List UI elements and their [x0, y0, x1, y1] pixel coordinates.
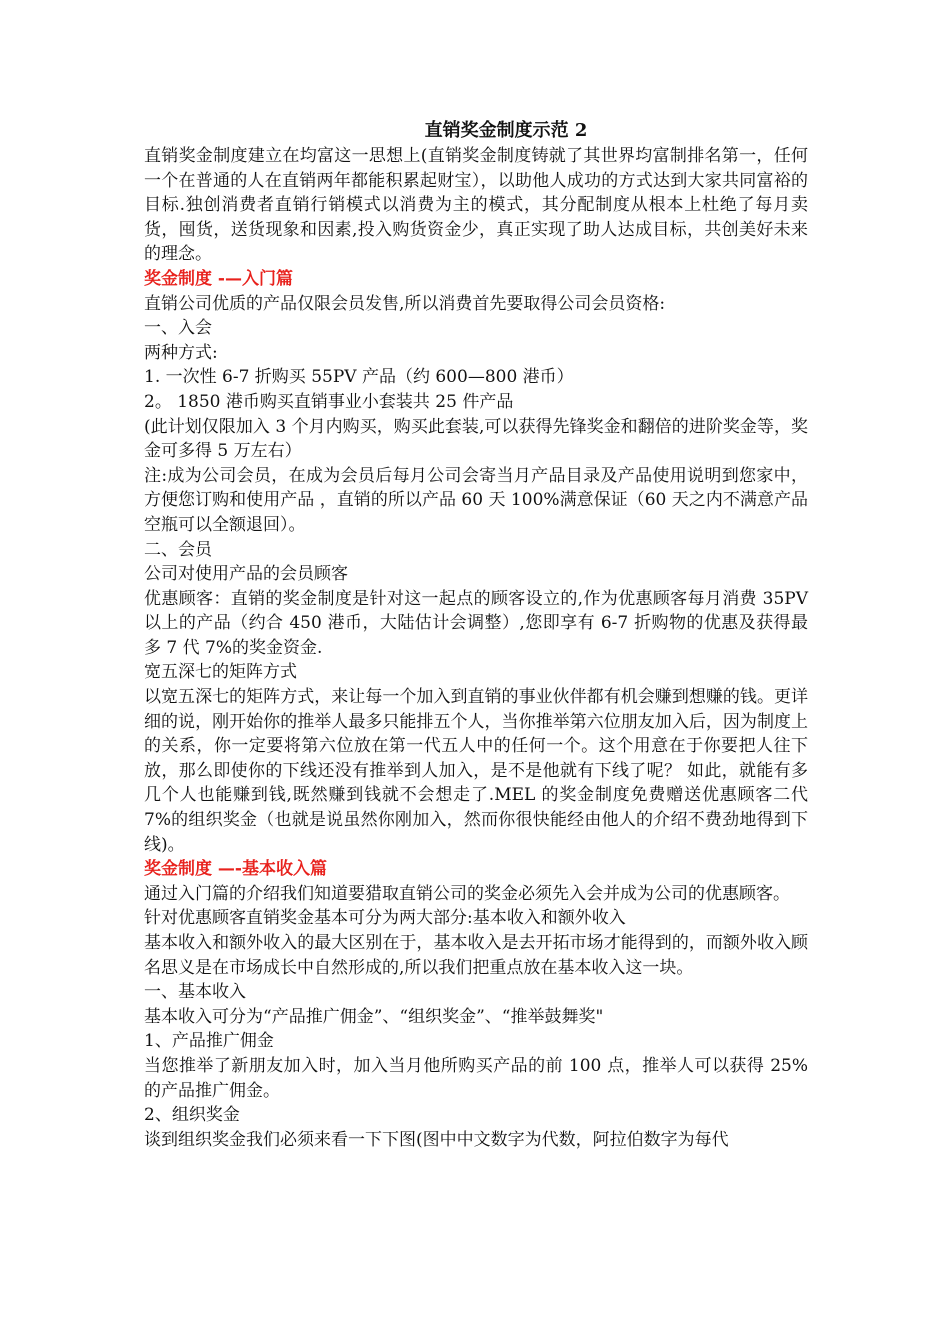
- paragraph: 宽五深七的矩阵方式: [144, 662, 297, 683]
- list-item: 2。 1850 港币购买直销事业小套装共 25 件产品: [144, 391, 514, 412]
- paragraph: 以宽五深七的矩阵方式，来让每一个加入到直销的事业伙伴都有机会赚到想赚的钱。更详细的说，刚开始你的推举人最多只能排五个人，当你推举第六位朋友加入后，因为制度上的关系，你一定要将第六位放在第一代五人中的任何一个。这个用意在于你要把人往下放，那么即使你的下线还没有推举到人加入，是不是他就有下线了呢？ 如此，就能有多几个人也能赚到钱,既然赚到钱就不会想走了.MEL 的奖金制度免费赠送优惠顾客二代 7%的组织奖金（也就是说虽然你刚加入，然而你很快能经由他人的介绍不费劲地得到下线)。: [144, 687, 808, 855]
- paragraph: 通过入门篇的介绍我们知道要猎取直销公司的奖金必须先入会并成为公司的优惠顾客。: [144, 883, 790, 904]
- paragraph: 两种方式:: [144, 342, 218, 363]
- paragraph: 针对优惠顾客直销奖金基本可分为两大部分:基本收入和额外收入: [144, 908, 626, 929]
- paragraph: 基本收入可分为“产品推广佣金”、“组织奖金”、“推举鼓舞奖": [144, 1006, 604, 1027]
- paragraph: 直销公司优质的产品仅限会员发售,所以消费首先要取得公司会员资格:: [144, 293, 666, 314]
- section-heading-basic-income: 奖金制度 —-基本收入篇: [144, 859, 327, 880]
- paragraph: 谈到组织奖金我们必须来看一下下图(图中中文数字为代数，阿拉伯数字为每代: [144, 1129, 729, 1150]
- note-paragraph: 注:成为公司会员，在成为会员后每月公司会寄当月产品目录及产品使用说明到您家中，方便您订购和使用产品 ，直销的所以产品 60 天 100%满意保证（60 天之内不满意产品空瓶可以全额退回）。: [144, 465, 808, 535]
- subheading-org-bonus: 2、组织奖金: [144, 1105, 240, 1126]
- paragraph: 公司对使用产品的会员顾客: [144, 564, 348, 585]
- paragraph: 优惠顾客：直销的奖金制度是针对这一起点的顾客设立的,作为优惠顾客每月消费 35PV 以上的产品（约合 450 港币，大陆估计会调整）,您即享有 6-7 折购物的优惠及获得最多 7 代 7%的奖金资金.: [144, 588, 808, 658]
- subheading-join: 一、入会: [144, 318, 212, 339]
- paragraph: (此计划仅限加入 3 个月内购买，购买此套装,可以获得先锋奖金和翻倍的进阶奖金等，奖金可多得 5 万左右）: [144, 416, 808, 462]
- intro-paragraph: 直销奖金制度建立在均富这一思想上(直销奖金制度铸就了其世界均富制排名第一，任何一个在普通的人在直销两年都能积累起财宝），以助他人成功的方式达到大家共同富裕的目标.独创消费者直销行销模式以消费为主的模式，其分配制度从根本上杜绝了每月卖货，囤货，送货现象和因素,投入购货资金少，真正实现了助人达成目标，共创美好未来的理念。: [144, 146, 808, 265]
- subheading-member: 二、会员: [144, 539, 212, 560]
- paragraph: 基本收入和额外收入的最大区别在于，基本收入是去开拓市场才能得到的，而额外收入顾名思义是在市场成长中自然形成的,所以我们把重点放在基本收入这一块。: [144, 933, 808, 978]
- subheading-basic-income: 一、基本收入: [144, 982, 246, 1003]
- paragraph: 当您推举了新朋友加入时，加入当月他所购买产品的前 100 点，推举人可以获得 25%的产品推广佣金。: [144, 1055, 808, 1101]
- section-heading-intro: 奖金制度 -—入门篇: [144, 268, 293, 289]
- document-title: 直销奖金制度示范 2: [424, 120, 588, 141]
- list-item: 1. 一次性 6-7 折购买 55PV 产品（约 600—800 港币）: [144, 367, 574, 388]
- document-page: [144, 118, 808, 1152]
- subheading-commission: 1、产品推广佣金: [144, 1031, 274, 1052]
